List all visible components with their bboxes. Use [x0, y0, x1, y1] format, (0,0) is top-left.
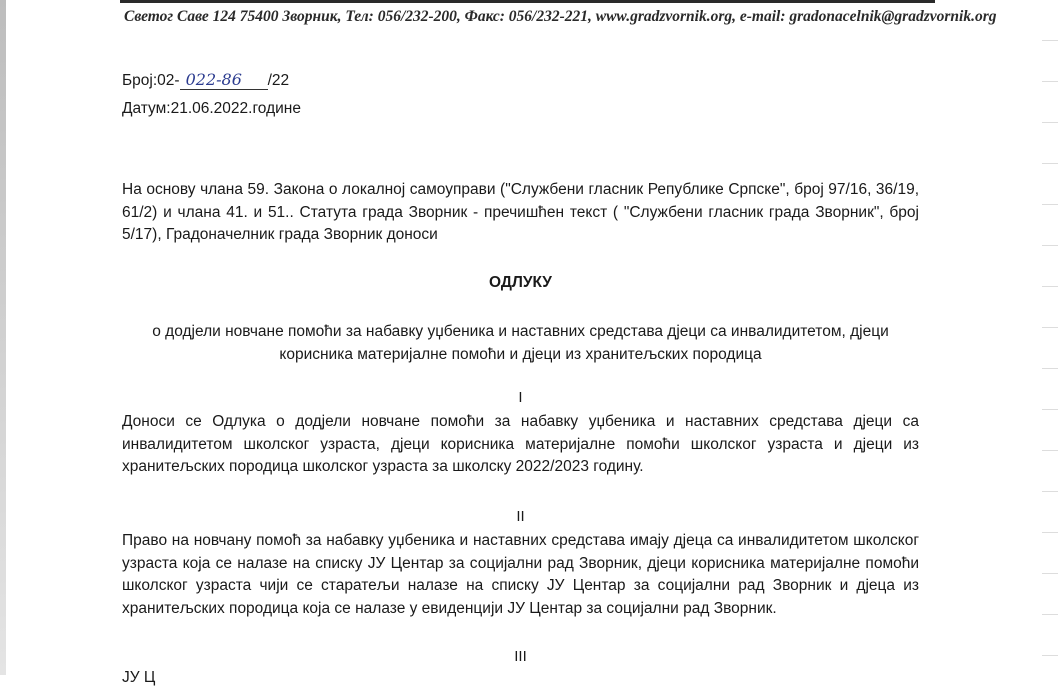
decision-subtitle: о додјели новчане помоћи за набавку уџбеника и наставних средстава дјеци са инвалидитетом, дјеци корисника материјалне помоћи и дјеци из хранитељских породица: [152, 323, 889, 363]
decision-title: ОДЛУКУ: [489, 274, 552, 291]
letterhead-contact: Светог Саве 124 75400 Зворник, Тел: 056/232-200, Факс: 056/232-221, www.gradzvornik.org, e-mail: gradonacelnik@gradzvornik.org: [124, 8, 997, 25]
preamble-paragraph: На основу члана 59. Закона о локалној самоуправи ("Службени гласник Републике Српске", број 97/16, 36/19, 61/2) и члана 41. и 51.. Статута града Зворник - пречишћен текст ( "Службени гласник града Зворник", број 5/17), Градоначелник града Зворник доноси: [122, 181, 919, 243]
document-date: Датум:21.06.2022.године: [122, 100, 301, 117]
document-number-suffix: /22: [267, 72, 290, 89]
document-number-handwritten: 022-86: [180, 70, 268, 90]
section-numeral-3: III: [514, 648, 527, 665]
section-text-2: Право на новчану помоћ за набавку уџбеника и наставних средстава имају дјеца са инвалидитетом школског узраста која се налазе на списку ЈУ Центар за социјални рад Зворник, дјеци корисника материјалне помоћи школског узраста чији се старатељи налазе на списку ЈУ Центар за социјални рад Зворник и дјеца из хранитељских породица која се налазе у евиденцији ЈУ Центар за социјални рад Зворник.: [122, 532, 919, 617]
scan-edge: [0, 0, 6, 675]
letterhead-rule: [120, 0, 935, 3]
document-number: [122, 70, 289, 90]
section-text-3: ЈУ Ц: [122, 669, 156, 686]
section-text-1: Доноси се Одлука о додјели новчане помоћи за набавку уџбеника и наставних средстава дјеци са инвалидитетом школског узраста, дјеци корисника материјалне помоћи школског узраста и дјеци из хранитељских породица школског узраста за школску 2022/2023 годину.: [122, 413, 919, 475]
section-numeral-2: II: [516, 508, 525, 525]
scan-edge-right: [1042, 0, 1058, 675]
section-numeral-1: I: [518, 389, 523, 406]
document-number-prefix: Број:02-: [122, 72, 180, 89]
